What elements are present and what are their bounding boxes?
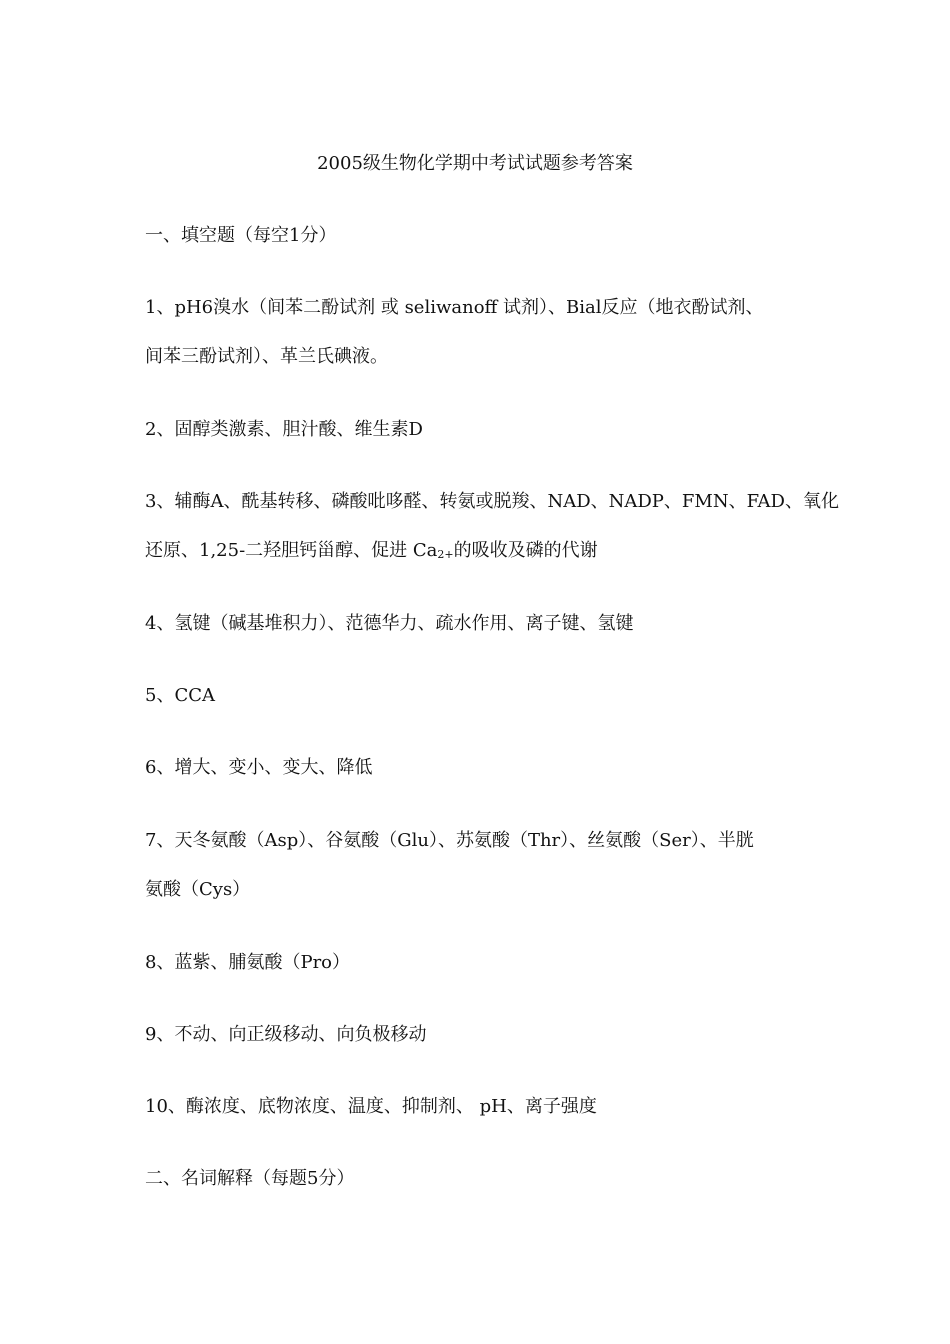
answer-5: 5、CCA xyxy=(145,685,215,706)
answer-1-line-2: 间苯三酚试剂）、革兰氏碘液。 xyxy=(145,346,388,367)
answer-3-line-1: 3、辅酶A、酰基转移、磷酸吡哆醛、转氨或脱羧、NAD、NADP、FMN、FAD、氧化 xyxy=(145,491,839,512)
answer-6: 6、增大、变小、变大、降低 xyxy=(145,757,373,778)
answer-3-line-2 xyxy=(145,539,815,567)
section-heading-fill-in: 一、填空题（每空1分） xyxy=(145,225,337,246)
answer-7-line-1: 7、天冬氨酸（Asp）、谷氨酸（Glu）、苏氨酸（Thr）、丝氨酸（Ser）、半胱 xyxy=(145,830,754,851)
answer-10: 10、酶浓度、底物浓度、温度、抑制剂、 pH、离子强度 xyxy=(145,1096,597,1117)
answer-4: 4、氢键（碱基堆积力）、范德华力、疏水作用、离子键、氢键 xyxy=(145,613,634,634)
answer-8: 8、蓝紫、脯氨酸（Pro） xyxy=(145,952,351,973)
answer-2: 2、固醇类激素、胆汁酸、维生素D xyxy=(145,419,423,440)
answer-3-text-after: 的吸收及磷的代谢 xyxy=(453,540,598,561)
answer-9: 9、不动、向正级移动、向负极移动 xyxy=(145,1024,427,1045)
page-title: 2005级生物化学期中考试试题参考答案 xyxy=(317,153,633,174)
answer-1-line-1: 1、pH6溴水（间苯二酚试剂 或 seliwanoff 试剂）、Bial反应（地衣酚试剂、 xyxy=(145,297,764,318)
answer-7-line-2: 氨酸（Cys） xyxy=(145,879,251,900)
calcium-charge-subscript: 2+ xyxy=(437,548,454,561)
answer-3-text-before: 还原、1,25-二羟胆钙甾醇、促进 Ca xyxy=(145,540,438,561)
section-heading-terms: 二、名词解释（每题5分） xyxy=(145,1168,355,1189)
